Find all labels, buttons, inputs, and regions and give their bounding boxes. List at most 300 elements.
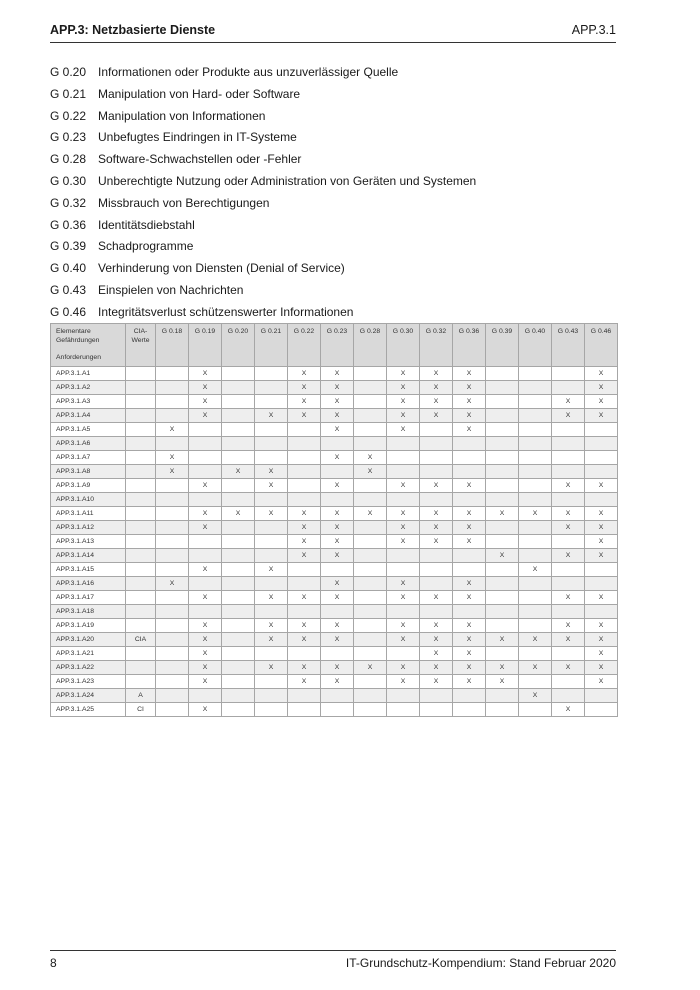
threat-mark-cell bbox=[321, 703, 354, 717]
cia-value bbox=[126, 605, 156, 619]
threat-code: G 0.36 bbox=[50, 217, 87, 232]
threat-mark-cell bbox=[288, 437, 321, 451]
threat-mark-cell bbox=[222, 381, 255, 395]
cia-value bbox=[126, 563, 156, 577]
threat-mark-cell bbox=[420, 703, 453, 717]
threat-mark-cell: X bbox=[189, 619, 222, 633]
threat-mark-cell: X bbox=[387, 619, 420, 633]
threat-mark-cell bbox=[453, 549, 486, 563]
threat-mark-cell: X bbox=[189, 675, 222, 689]
threat-mark-cell: X bbox=[156, 451, 189, 465]
threat-mark-cell bbox=[453, 437, 486, 451]
threat-mark-cell bbox=[519, 479, 552, 493]
threat-mark-cell: X bbox=[585, 479, 618, 493]
threat-mark-cell bbox=[486, 689, 519, 703]
threat-mark-cell bbox=[222, 437, 255, 451]
corner-header-line: Gefährdungen bbox=[56, 336, 100, 344]
threat-mark-cell: X bbox=[321, 577, 354, 591]
threat-mark-cell bbox=[486, 535, 519, 549]
column-header: G 0.39 bbox=[486, 324, 519, 367]
threat-mark-cell bbox=[354, 423, 387, 437]
threat-mark-cell: X bbox=[288, 661, 321, 675]
threat-mark-cell bbox=[486, 493, 519, 507]
threat-mark-cell: X bbox=[255, 591, 288, 605]
threat-mark-cell bbox=[255, 675, 288, 689]
threat-mark-cell bbox=[255, 549, 288, 563]
table-row bbox=[51, 507, 618, 521]
threat-mark-cell: X bbox=[453, 647, 486, 661]
requirement-id: APP.3.1.A11 bbox=[51, 507, 126, 521]
threat-mark-cell bbox=[222, 451, 255, 465]
table-row bbox=[51, 437, 618, 451]
threat-mark-cell: X bbox=[321, 633, 354, 647]
threat-mark-cell bbox=[222, 395, 255, 409]
threat-mark-cell bbox=[156, 647, 189, 661]
table-row bbox=[51, 423, 618, 437]
threat-mark-cell bbox=[354, 619, 387, 633]
threat-code: G 0.20 bbox=[50, 65, 87, 79]
threat-mark-cell bbox=[222, 675, 255, 689]
threat-mark-cell: X bbox=[387, 367, 420, 381]
cia-value bbox=[126, 549, 156, 563]
threat-mark-cell bbox=[354, 367, 387, 381]
threat-mark-cell: X bbox=[420, 521, 453, 535]
threat-mark-cell bbox=[519, 395, 552, 409]
requirement-id: APP.3.1.A7 bbox=[51, 451, 126, 465]
threat-mark-cell: X bbox=[288, 507, 321, 521]
threat-mark-cell: X bbox=[189, 661, 222, 675]
cia-value bbox=[126, 521, 156, 535]
threat-mark-cell bbox=[519, 381, 552, 395]
threat-mark-cell bbox=[288, 479, 321, 493]
threat-mark-cell bbox=[156, 507, 189, 521]
threat-mark-cell: X bbox=[387, 423, 420, 437]
page-number: 8 bbox=[50, 956, 57, 970]
threat-mark-cell bbox=[288, 563, 321, 577]
threat-mark-cell: X bbox=[156, 423, 189, 437]
threat-mark-cell bbox=[222, 661, 255, 675]
threat-text: Missbrauch von Berechtigungen bbox=[98, 195, 270, 210]
threat-mark-cell bbox=[255, 423, 288, 437]
threat-mark-cell bbox=[420, 689, 453, 703]
threat-mark-cell bbox=[189, 423, 222, 437]
threat-mark-cell bbox=[585, 493, 618, 507]
threat-mark-cell bbox=[354, 647, 387, 661]
requirement-id: APP.3.1.A13 bbox=[51, 535, 126, 549]
requirement-id: APP.3.1.A5 bbox=[51, 423, 126, 437]
threat-mark-cell: X bbox=[453, 395, 486, 409]
threat-mark-cell: X bbox=[420, 675, 453, 689]
table-row bbox=[51, 577, 618, 591]
threat-item bbox=[50, 302, 616, 324]
table-row bbox=[51, 563, 618, 577]
threat-mark-cell: X bbox=[189, 381, 222, 395]
threat-item bbox=[50, 149, 616, 171]
threat-code: G 0.32 bbox=[50, 195, 87, 210]
threat-mark-cell bbox=[486, 619, 519, 633]
requirement-id: APP.3.1.A10 bbox=[51, 493, 126, 507]
threat-mark-cell: X bbox=[453, 661, 486, 675]
cia-value bbox=[126, 409, 156, 423]
threat-item bbox=[50, 236, 616, 258]
threat-mark-cell bbox=[453, 703, 486, 717]
threat-mark-cell: X bbox=[321, 479, 354, 493]
threat-mark-cell bbox=[486, 367, 519, 381]
cia-value bbox=[126, 591, 156, 605]
threat-mark-cell bbox=[354, 381, 387, 395]
threat-mark-cell: X bbox=[189, 395, 222, 409]
threat-mark-cell bbox=[387, 465, 420, 479]
threat-mark-cell bbox=[288, 647, 321, 661]
threat-mark-cell: X bbox=[189, 633, 222, 647]
threat-mark-cell bbox=[255, 395, 288, 409]
threat-mark-cell: X bbox=[189, 367, 222, 381]
threat-mark-cell bbox=[486, 437, 519, 451]
threat-text: Integritätsverlust schützenswerter Informationen bbox=[98, 304, 354, 319]
threat-mark-cell: X bbox=[585, 661, 618, 675]
threat-mark-cell bbox=[222, 703, 255, 717]
threat-mark-cell: X bbox=[585, 535, 618, 549]
threat-mark-cell bbox=[255, 647, 288, 661]
threat-code: G 0.40 bbox=[50, 261, 87, 276]
threat-mark-cell bbox=[519, 521, 552, 535]
threat-mark-cell bbox=[222, 633, 255, 647]
threat-mark-cell: X bbox=[156, 465, 189, 479]
threat-mark-cell bbox=[486, 605, 519, 619]
threat-mark-cell bbox=[222, 577, 255, 591]
threat-mark-cell bbox=[156, 395, 189, 409]
threat-mark-cell: X bbox=[321, 367, 354, 381]
threat-mark-cell: X bbox=[387, 521, 420, 535]
threat-mark-cell bbox=[486, 381, 519, 395]
threat-text: Einspielen von Nachrichten bbox=[98, 282, 244, 297]
cia-value bbox=[126, 577, 156, 591]
threat-mark-cell: X bbox=[387, 577, 420, 591]
column-header: G 0.46 bbox=[585, 324, 618, 367]
threat-mark-cell bbox=[486, 409, 519, 423]
threat-code: G 0.30 bbox=[50, 173, 87, 188]
threat-mark-cell bbox=[552, 367, 585, 381]
threat-mark-cell bbox=[354, 437, 387, 451]
threat-mark-cell bbox=[156, 633, 189, 647]
threat-mark-cell: X bbox=[420, 409, 453, 423]
threat-mark-cell: X bbox=[222, 507, 255, 521]
threat-mark-cell bbox=[453, 493, 486, 507]
threat-mark-cell bbox=[486, 451, 519, 465]
threat-mark-cell: X bbox=[321, 661, 354, 675]
threat-mark-cell bbox=[453, 605, 486, 619]
threat-mark-cell bbox=[486, 591, 519, 605]
threat-mark-cell bbox=[387, 605, 420, 619]
table-row bbox=[51, 381, 618, 395]
threat-mark-cell: X bbox=[288, 633, 321, 647]
threat-mark-cell: X bbox=[189, 409, 222, 423]
threat-mark-cell bbox=[288, 703, 321, 717]
threat-mark-cell bbox=[222, 647, 255, 661]
threat-mark-cell bbox=[222, 563, 255, 577]
requirement-id: APP.3.1.A14 bbox=[51, 549, 126, 563]
threat-mark-cell: X bbox=[420, 591, 453, 605]
cia-value bbox=[126, 535, 156, 549]
threat-mark-cell bbox=[222, 591, 255, 605]
threat-mark-cell: X bbox=[420, 619, 453, 633]
threat-mark-cell: X bbox=[321, 549, 354, 563]
threat-mark-cell bbox=[552, 381, 585, 395]
threat-mark-cell: X bbox=[420, 395, 453, 409]
threat-mark-cell: X bbox=[321, 423, 354, 437]
threat-item bbox=[50, 106, 616, 128]
threat-mark-cell bbox=[585, 465, 618, 479]
cia-header-line: Werte bbox=[131, 336, 150, 344]
threat-mark-cell: X bbox=[585, 507, 618, 521]
table-row bbox=[51, 661, 618, 675]
threat-list bbox=[50, 62, 616, 324]
threat-code: G 0.43 bbox=[50, 282, 87, 297]
chapter-title: APP.3: Netzbasierte Dienste bbox=[50, 23, 216, 37]
threat-mark-cell: X bbox=[486, 633, 519, 647]
threat-mark-cell bbox=[222, 423, 255, 437]
threat-mark-cell bbox=[189, 451, 222, 465]
threat-mark-cell bbox=[321, 437, 354, 451]
threat-mark-cell: X bbox=[255, 563, 288, 577]
threat-mark-cell bbox=[222, 367, 255, 381]
threat-mark-cell bbox=[288, 451, 321, 465]
threat-mark-cell: X bbox=[189, 479, 222, 493]
threat-mark-cell bbox=[189, 605, 222, 619]
threat-mark-cell: X bbox=[519, 563, 552, 577]
threat-mark-cell bbox=[486, 479, 519, 493]
threat-mark-cell bbox=[255, 521, 288, 535]
cia-header-cell bbox=[126, 324, 156, 367]
threat-mark-cell: X bbox=[453, 367, 486, 381]
cia-value bbox=[126, 423, 156, 437]
threat-mark-cell: X bbox=[486, 549, 519, 563]
column-header: G 0.30 bbox=[387, 324, 420, 367]
threat-mark-cell: X bbox=[552, 409, 585, 423]
threat-mark-cell bbox=[288, 493, 321, 507]
threat-item bbox=[50, 193, 616, 215]
column-header: G 0.19 bbox=[189, 324, 222, 367]
threat-mark-cell bbox=[453, 451, 486, 465]
threat-text: Verhinderung von Diensten (Denial of Service) bbox=[98, 261, 345, 276]
threat-mark-cell: X bbox=[387, 409, 420, 423]
threat-mark-cell: X bbox=[453, 409, 486, 423]
threat-mark-cell bbox=[420, 605, 453, 619]
threat-mark-cell: X bbox=[585, 367, 618, 381]
threat-mark-cell bbox=[387, 689, 420, 703]
threat-mark-cell: X bbox=[420, 535, 453, 549]
threat-mark-cell bbox=[519, 367, 552, 381]
threat-mark-cell: X bbox=[387, 479, 420, 493]
threat-mark-cell bbox=[222, 409, 255, 423]
threat-mark-cell bbox=[585, 703, 618, 717]
table-row bbox=[51, 493, 618, 507]
threat-mark-cell bbox=[519, 675, 552, 689]
threat-mark-cell bbox=[387, 549, 420, 563]
threat-code: G 0.22 bbox=[50, 108, 87, 123]
cia-value bbox=[126, 479, 156, 493]
threat-mark-cell bbox=[354, 605, 387, 619]
column-header: G 0.22 bbox=[288, 324, 321, 367]
threat-mark-cell: X bbox=[453, 577, 486, 591]
threat-text: Schadprogramme bbox=[98, 239, 194, 254]
threat-mark-cell: X bbox=[288, 619, 321, 633]
threat-mark-cell bbox=[519, 465, 552, 479]
threat-mark-cell bbox=[585, 451, 618, 465]
module-code: APP.3.1 bbox=[571, 23, 616, 37]
threat-mark-cell: X bbox=[453, 507, 486, 521]
threat-mark-cell: X bbox=[552, 591, 585, 605]
threat-mark-cell bbox=[321, 647, 354, 661]
threat-mark-cell: X bbox=[420, 507, 453, 521]
threat-mark-cell: X bbox=[519, 689, 552, 703]
page-header bbox=[50, 20, 616, 43]
threat-mark-cell bbox=[189, 535, 222, 549]
cia-value: CIA bbox=[126, 633, 156, 647]
threat-mark-cell bbox=[354, 395, 387, 409]
threat-mark-cell bbox=[585, 437, 618, 451]
requirement-id: APP.3.1.A24 bbox=[51, 689, 126, 703]
threat-mark-cell bbox=[354, 591, 387, 605]
threat-mark-cell bbox=[585, 423, 618, 437]
threat-mark-cell bbox=[585, 577, 618, 591]
threat-mark-cell: X bbox=[321, 619, 354, 633]
threat-mark-cell bbox=[255, 367, 288, 381]
threat-mark-cell: X bbox=[189, 703, 222, 717]
threat-item bbox=[50, 62, 616, 84]
threat-mark-cell: X bbox=[387, 591, 420, 605]
table-row bbox=[51, 689, 618, 703]
threat-mark-cell bbox=[354, 479, 387, 493]
threat-mark-cell bbox=[354, 409, 387, 423]
threat-mark-cell: X bbox=[552, 633, 585, 647]
requirement-id: APP.3.1.A8 bbox=[51, 465, 126, 479]
cia-value bbox=[126, 507, 156, 521]
table-row bbox=[51, 367, 618, 381]
threat-mark-cell: X bbox=[321, 535, 354, 549]
threat-mark-cell: X bbox=[420, 367, 453, 381]
threat-code: G 0.28 bbox=[50, 152, 87, 167]
threat-mark-cell: X bbox=[354, 465, 387, 479]
threat-mark-cell bbox=[486, 577, 519, 591]
column-header: G 0.28 bbox=[354, 324, 387, 367]
threat-mark-cell: X bbox=[420, 479, 453, 493]
threat-mark-cell bbox=[354, 689, 387, 703]
threat-mark-cell bbox=[420, 549, 453, 563]
cia-header-line: CIA- bbox=[133, 328, 148, 335]
threat-mark-cell: X bbox=[288, 675, 321, 689]
threat-mark-cell: X bbox=[552, 479, 585, 493]
threat-mark-cell bbox=[354, 633, 387, 647]
table-row bbox=[51, 451, 618, 465]
threat-mark-cell bbox=[156, 409, 189, 423]
threat-mark-cell: X bbox=[288, 535, 321, 549]
page-footer bbox=[50, 950, 616, 973]
column-header: G 0.20 bbox=[222, 324, 255, 367]
threat-mark-cell: X bbox=[189, 521, 222, 535]
threat-mark-cell bbox=[288, 689, 321, 703]
threat-mark-cell bbox=[519, 647, 552, 661]
column-header: G 0.32 bbox=[420, 324, 453, 367]
threat-mark-cell: X bbox=[222, 465, 255, 479]
cia-value bbox=[126, 675, 156, 689]
threat-mark-cell bbox=[222, 619, 255, 633]
threat-mark-cell: X bbox=[255, 465, 288, 479]
threat-mark-cell: X bbox=[552, 549, 585, 563]
threat-mark-cell bbox=[255, 437, 288, 451]
threat-mark-cell: X bbox=[552, 521, 585, 535]
table-row bbox=[51, 619, 618, 633]
threat-mark-cell bbox=[222, 479, 255, 493]
threat-mark-cell bbox=[354, 493, 387, 507]
requirement-id: APP.3.1.A20 bbox=[51, 633, 126, 647]
threat-mark-cell bbox=[255, 689, 288, 703]
threat-mark-cell: X bbox=[552, 395, 585, 409]
cia-value bbox=[126, 395, 156, 409]
threat-mark-cell bbox=[420, 423, 453, 437]
threat-mark-cell bbox=[354, 577, 387, 591]
threat-mark-cell bbox=[486, 521, 519, 535]
threat-mark-cell bbox=[519, 619, 552, 633]
table-body bbox=[51, 367, 618, 717]
threat-mark-cell bbox=[453, 465, 486, 479]
requirement-id: APP.3.1.A9 bbox=[51, 479, 126, 493]
threat-mark-cell: X bbox=[255, 479, 288, 493]
threat-item bbox=[50, 258, 616, 280]
threat-mark-cell bbox=[519, 703, 552, 717]
requirements-header: Anforderungen bbox=[56, 354, 101, 361]
table-row bbox=[51, 409, 618, 423]
threat-mark-cell bbox=[222, 549, 255, 563]
threat-mark-cell: X bbox=[420, 381, 453, 395]
threat-mark-cell bbox=[156, 479, 189, 493]
cia-value bbox=[126, 661, 156, 675]
table-row bbox=[51, 479, 618, 493]
threat-mark-cell: X bbox=[420, 647, 453, 661]
threat-item bbox=[50, 215, 616, 237]
requirement-id: APP.3.1.A6 bbox=[51, 437, 126, 451]
threat-mark-cell bbox=[189, 689, 222, 703]
cia-value bbox=[126, 437, 156, 451]
threat-text: Informationen oder Produkte aus unzuverlässiger Quelle bbox=[98, 65, 399, 79]
threat-mark-cell: X bbox=[288, 591, 321, 605]
table-row bbox=[51, 605, 618, 619]
threat-mark-cell: X bbox=[552, 507, 585, 521]
column-header: G 0.43 bbox=[552, 324, 585, 367]
column-header: G 0.21 bbox=[255, 324, 288, 367]
threat-mark-cell: X bbox=[453, 591, 486, 605]
threat-mark-cell bbox=[156, 521, 189, 535]
threat-mark-cell bbox=[321, 605, 354, 619]
threat-mark-cell: X bbox=[552, 619, 585, 633]
threat-mark-cell bbox=[156, 549, 189, 563]
threat-mark-cell: X bbox=[486, 507, 519, 521]
threat-mark-cell: X bbox=[585, 395, 618, 409]
requirement-id: APP.3.1.A21 bbox=[51, 647, 126, 661]
threat-mark-cell: X bbox=[453, 521, 486, 535]
threat-mark-cell: X bbox=[321, 675, 354, 689]
threat-mark-cell: X bbox=[486, 661, 519, 675]
threat-mark-cell: X bbox=[585, 591, 618, 605]
threat-mark-cell: X bbox=[255, 409, 288, 423]
threat-mark-cell: X bbox=[585, 409, 618, 423]
threat-mark-cell bbox=[354, 703, 387, 717]
threat-item bbox=[50, 84, 616, 106]
requirement-id: APP.3.1.A1 bbox=[51, 367, 126, 381]
threat-mark-cell bbox=[420, 451, 453, 465]
threat-mark-cell: X bbox=[453, 619, 486, 633]
threat-mark-cell bbox=[486, 563, 519, 577]
